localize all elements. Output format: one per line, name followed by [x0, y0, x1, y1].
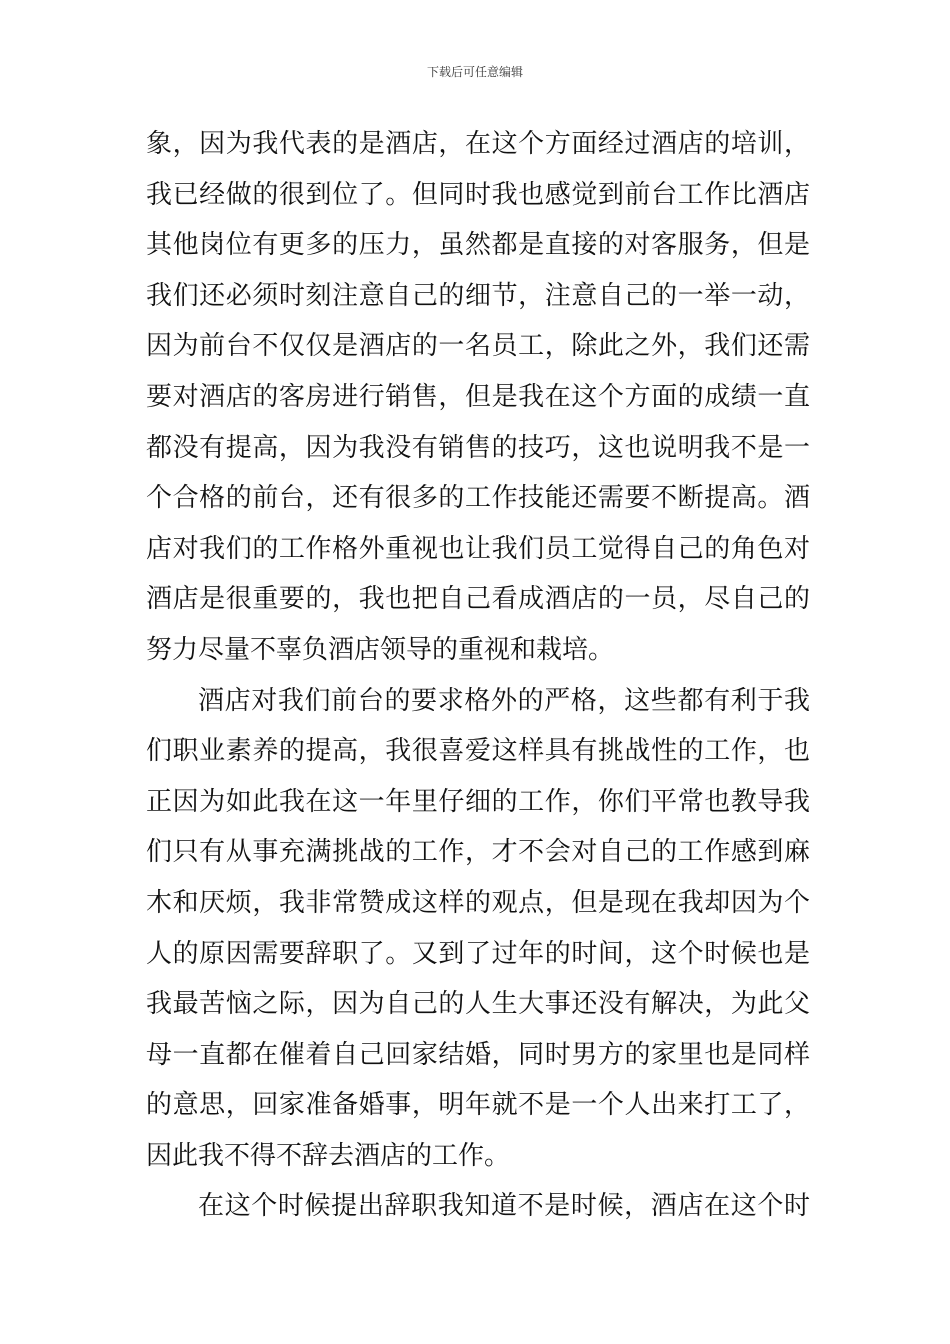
paragraph	[146, 683, 810, 1189]
text-line: 在这个时候提出辞职我知道不是时候，酒店在这个时	[198, 1191, 810, 1222]
text-line: 因此我不得不辞去酒店的工作。	[146, 1140, 511, 1171]
text-line: 店对我们的工作格外重视也让我们员工觉得自己的角色对	[146, 533, 810, 564]
text-line: 酒店是很重要的，我也把自己看成酒店的一员，尽自己的	[146, 584, 810, 615]
text-line: 都没有提高，因为我没有销售的技巧，这也说明我不是一	[146, 432, 810, 463]
text-line: 个合格的前台，还有很多的工作技能还需要不断提高。酒	[146, 483, 810, 514]
text-line: 人的原因需要辞职了。又到了过年的时间，这个时候也是	[146, 938, 810, 969]
text-line: 们职业素养的提高，我很喜爱这样具有挑战性的工作，也	[146, 736, 810, 767]
text-line: 努力尽量不辜负酒店领导的重视和栽培。	[146, 634, 615, 665]
text-line: 要对酒店的客房进行销售，但是我在这个方面的成绩一直	[146, 381, 810, 412]
text-line: 的意思，回家准备婚事，明年就不是一个人出来打工了，	[146, 1090, 810, 1121]
page-header: 下载后可任意编辑	[426, 65, 523, 79]
text-line: 木和厌烦，我非常赞成这样的观点，但是现在我却因为个	[146, 887, 810, 918]
text-line: 酒店对我们前台的要求格外的严格，这些都有利于我	[198, 685, 810, 716]
text-line: 因为前台不仅仅是酒店的一名员工，除此之外，我们还需	[146, 331, 810, 362]
text-line: 象，因为我代表的是酒店，在这个方面经过酒店的培训，	[146, 129, 810, 159]
paragraph	[146, 126, 810, 683]
text-line: 我们还必须时刻注意自己的细节，注意自己的一举一动，	[146, 280, 810, 311]
text-line: 母一直都在催着自己回家结婚，同时男方的家里也是同样	[146, 1039, 810, 1070]
text-line: 们只有从事充满挑战的工作，才不会对自己的工作感到麻	[146, 837, 810, 868]
paragraph	[146, 1188, 810, 1239]
text-line: 其他岗位有更多的压力，虽然都是直接的对客服务，但是	[146, 230, 810, 261]
document-body	[146, 126, 810, 1239]
text-line: 正因为如此我在这一年里仔细的工作，你们平常也教导我	[146, 786, 810, 817]
text-line: 我已经做的很到位了。但同时我也感觉到前台工作比酒店	[146, 179, 810, 210]
text-line: 我最苦恼之际，因为自己的人生大事还没有解决，为此父	[146, 989, 810, 1020]
